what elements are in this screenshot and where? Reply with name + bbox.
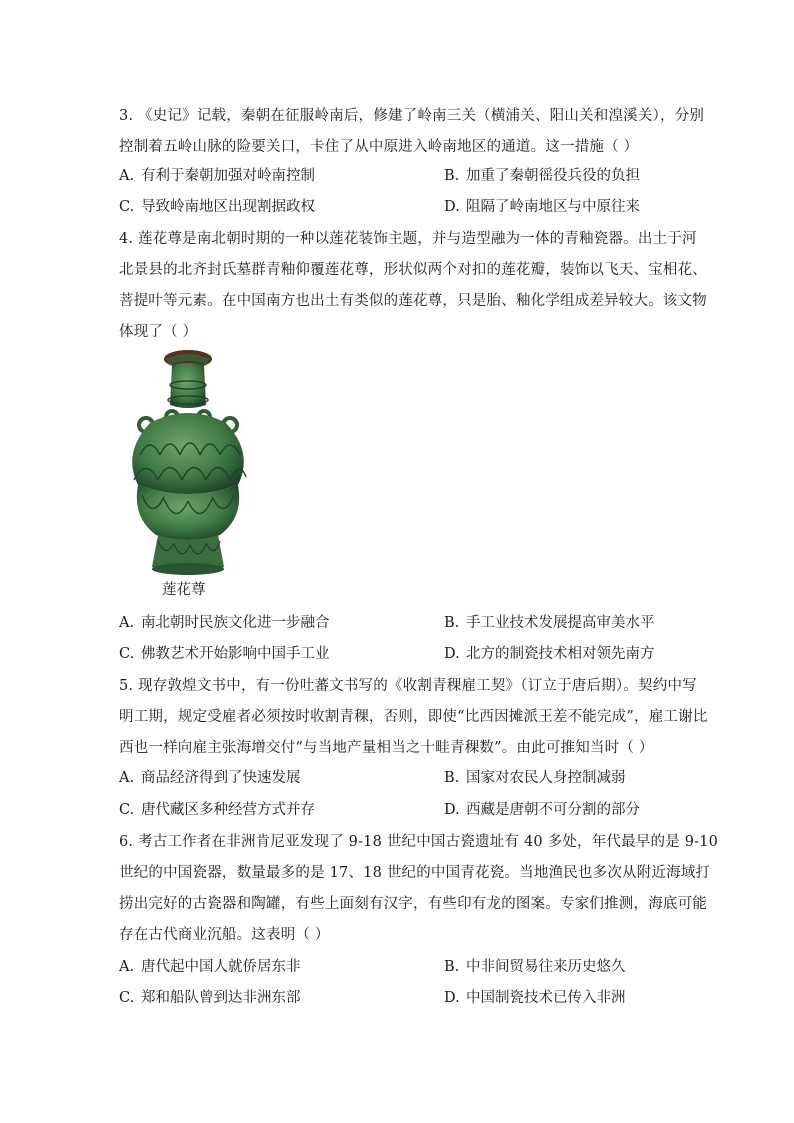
question-6-stem-line-3: 捞出完好的古瓷器和陶罐，有些上面刻有汉字，有些印有龙的图案。专家们推测，海底可能 [119, 896, 707, 912]
question-5-option-d[interactable]: D. 西藏是唐朝不可分割的部分 [444, 802, 640, 818]
question-4-option-c[interactable]: C. 佛教艺术开始影响中国手工业 [119, 646, 330, 662]
question-6-option-b[interactable]: B. 中非间贸易往来历史悠久 [444, 959, 626, 975]
question-4-option-b[interactable]: B. 手工业技术发展提高审美水平 [444, 615, 655, 631]
question-4-stem-line-1: 4. 莲花尊是南北朝时期的一种以莲花装饰主题，并与造型融为一体的青釉瓷器。出土于河 [119, 231, 697, 247]
question-5-stem-line-1: 5. 现存敦煌文书中，有一份吐蕃文书写的《收割青稞雇工契》（订立于唐后期）。契约中写 [119, 678, 697, 694]
question-6-option-a[interactable]: A. 唐代起中国人就侨居东非 [119, 959, 301, 975]
figure-caption: 莲花尊 [162, 582, 206, 598]
question-6-option-c[interactable]: C. 郑和船队曾到达非洲东部 [119, 990, 301, 1006]
question-3-option-c[interactable]: C. 导致岭南地区出现割据政权 [119, 199, 315, 215]
question-6-option-d[interactable]: D. 中国制瓷技术已传入非洲 [444, 990, 626, 1006]
lotus-vase-image [120, 345, 255, 580]
question-5-stem-line-2: 明工期，规定受雇者必须按时收割青稞，否则，即使“比西因摊派王差不能完成”，雇工谢比 [119, 709, 708, 725]
question-3-option-d[interactable]: D. 阻隔了岭南地区与中原往来 [444, 199, 640, 215]
question-6-stem-line-4: 存在古代商业沉船。这表明（ ） [119, 927, 330, 943]
question-3-option-b[interactable]: B. 加重了秦朝徭役兵役的负担 [444, 168, 640, 184]
question-4-stem-line-2: 北景县的北齐封氏墓群青釉仰覆莲花尊，形状似两个对扣的莲花瓣，装饰以飞天、宝相花、 [119, 262, 707, 278]
question-4-stem-line-4: 体现了（ ） [119, 324, 198, 340]
question-6-stem-line-1: 6. 考古工作者在非洲肯尼亚发现了 9-18 世纪中国古瓷遗址有 40 多处，年代最早的是 9-10 [119, 834, 719, 850]
question-4-option-a[interactable]: A. 南北朝时民族文化进一步融合 [119, 615, 330, 631]
question-5-stem-line-3: 西也一样向雇主张海增交付“与当地产量相当之十畦青稞数”。由此可推知当时（ ） [119, 740, 654, 756]
question-5-option-c[interactable]: C. 唐代藏区多种经营方式并存 [119, 802, 315, 818]
question-6-stem-line-2: 世纪的中国瓷器，数量最多的是 17、18 世纪的中国青花瓷。当地渔民也多次从附近海域打 [119, 865, 711, 881]
question-3-stem-line-2: 控制着五岭山脉的险要关口，卡住了从中原进入岭南地区的通道。这一措施（ ） [119, 139, 639, 155]
question-5-option-a[interactable]: A. 商品经济得到了快速发展 [119, 770, 301, 786]
question-5-option-b[interactable]: B. 国家对农民人身控制减弱 [444, 770, 626, 786]
question-3-stem-line-1: 3. 《史记》记载，秦朝在征服岭南后，修建了岭南三关（横浦关、阳山关和湟溪关），分别 [119, 108, 705, 124]
question-4-stem-line-3: 菩提叶等元素。在中国南方也出土有类似的莲花尊，只是胎、釉化学组成差异较大。该文物 [119, 293, 707, 309]
question-4-option-d[interactable]: D. 北方的制瓷技术相对领先南方 [444, 646, 655, 662]
question-3-option-a[interactable]: A. 有利于秦朝加强对岭南控制 [119, 168, 315, 184]
